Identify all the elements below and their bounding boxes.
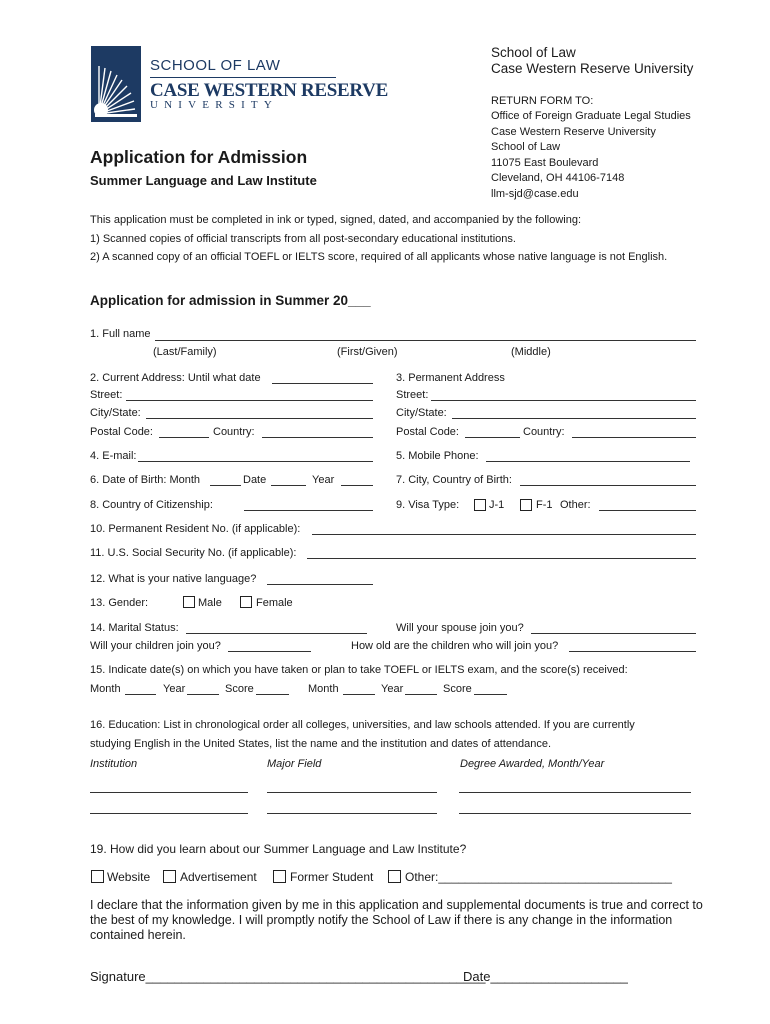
gender-female-checkbox[interactable] bbox=[240, 596, 252, 608]
address-line-2: Case Western Reserve University bbox=[491, 126, 656, 138]
permanent-postal-code-field[interactable] bbox=[465, 437, 520, 438]
permanent-street-field[interactable] bbox=[431, 400, 696, 401]
permanent-city-state-label: City/State: bbox=[396, 407, 447, 419]
ssn-field[interactable] bbox=[307, 558, 696, 559]
mobile-field[interactable] bbox=[486, 461, 690, 462]
toefl-month2-field[interactable] bbox=[343, 694, 375, 695]
dob-date-field[interactable] bbox=[271, 485, 306, 486]
education-major-field-1[interactable] bbox=[267, 792, 437, 793]
visa-f1-label: F-1 bbox=[536, 499, 553, 511]
address-line-4: 11075 East Boulevard bbox=[491, 157, 599, 169]
education-major-field-2[interactable] bbox=[267, 813, 437, 814]
university-logo-emblem bbox=[91, 46, 141, 122]
dob-label: 6. Date of Birth: Month bbox=[90, 474, 201, 486]
toefl-month1-label: Month bbox=[90, 683, 121, 695]
section-title: Application for admission in Summer 20___ bbox=[90, 293, 371, 308]
toefl-year2-label: Year bbox=[381, 683, 404, 695]
permanent-resident-field[interactable] bbox=[312, 534, 696, 535]
street-label: Street: bbox=[90, 389, 123, 401]
education-degree-field-2[interactable] bbox=[459, 813, 691, 814]
permanent-postal-code-label: Postal Code: bbox=[396, 426, 459, 438]
toefl-score1-label: Score bbox=[225, 683, 254, 695]
city-state-field[interactable] bbox=[146, 418, 373, 419]
toefl-score2-label: Score bbox=[443, 683, 472, 695]
learn-other-checkbox[interactable] bbox=[388, 870, 401, 883]
logo-school-of-law: SCHOOL OF LAW bbox=[150, 57, 281, 74]
toefl-month1-field[interactable] bbox=[125, 694, 156, 695]
declaration-text: I declare that the information given by me in this application and supplemental documents is true and correct to the best of my knowledge. I will promptly notify the School of Law if there is any change in the information contained herein. bbox=[90, 898, 703, 942]
current-address-until-field[interactable] bbox=[272, 383, 373, 384]
postal-code-field[interactable] bbox=[159, 437, 209, 438]
country-field[interactable] bbox=[262, 437, 373, 438]
citizenship-field[interactable] bbox=[244, 510, 373, 511]
page-subtitle: Summer Language and Law Institute bbox=[90, 173, 317, 188]
children-join-field[interactable] bbox=[228, 651, 311, 652]
gender-male-checkbox[interactable] bbox=[183, 596, 195, 608]
visa-type-label: 9. Visa Type: bbox=[396, 499, 460, 511]
header-school: School of Law bbox=[491, 45, 576, 60]
intro-line-1: This application must be completed in ink or typed, signed, dated, and accompanied by the following: bbox=[90, 214, 582, 226]
toefl-year2-field[interactable] bbox=[405, 694, 437, 695]
dob-date-label: Date bbox=[243, 474, 267, 486]
full-name-field[interactable] bbox=[155, 340, 696, 341]
education-institution-field-1[interactable] bbox=[90, 792, 248, 793]
gender-label: 13. Gender: bbox=[90, 597, 149, 609]
ssn-label: 11. U.S. Social Security No. (if applicable): bbox=[90, 547, 297, 559]
learn-advertisement-label: Advertisement bbox=[180, 870, 257, 884]
toefl-year1-field[interactable] bbox=[187, 694, 219, 695]
permanent-country-label: Country: bbox=[523, 426, 565, 438]
email-field[interactable] bbox=[138, 461, 373, 462]
birth-city-country-field[interactable] bbox=[520, 485, 696, 486]
intro-line-2: 1) Scanned copies of official transcripts from all post-secondary educational institutions. bbox=[90, 233, 516, 245]
visa-f1-checkbox[interactable] bbox=[520, 499, 532, 511]
institution-header: Institution bbox=[90, 758, 138, 770]
citizenship-label: 8. Country of Citizenship: bbox=[90, 499, 213, 511]
logo-university: UNIVERSITY bbox=[150, 99, 278, 111]
permanent-address-label: 3. Permanent Address bbox=[396, 372, 505, 384]
city-state-label: City/State: bbox=[90, 407, 141, 419]
permanent-country-field[interactable] bbox=[572, 437, 696, 438]
visa-j1-checkbox[interactable] bbox=[474, 499, 486, 511]
last-family-label: (Last/Family) bbox=[153, 346, 217, 358]
first-given-label: (First/Given) bbox=[337, 346, 398, 358]
permanent-street-label: Street: bbox=[396, 389, 429, 401]
sunburst-icon bbox=[91, 46, 141, 122]
dob-month-field[interactable] bbox=[210, 485, 241, 486]
marital-status-label: 14. Marital Status: bbox=[90, 622, 179, 634]
toefl-year1-label: Year bbox=[163, 683, 186, 695]
email-label: 4. E-mail: bbox=[90, 450, 137, 462]
spouse-join-field[interactable] bbox=[531, 633, 696, 634]
intro-line-3: 2) A scanned copy of an official TOEFL or IELTS score, required of all applicants whose native language is not English. bbox=[90, 251, 668, 263]
native-language-label: 12. What is your native language? bbox=[90, 573, 257, 585]
children-age-label: How old are the children who will join you? bbox=[351, 640, 559, 652]
visa-other-label: Other: bbox=[560, 499, 591, 511]
address-line-3: School of Law bbox=[491, 141, 561, 153]
full-name-label: 1. Full name bbox=[90, 328, 151, 340]
dob-year-label: Year bbox=[312, 474, 335, 486]
spouse-join-label: Will your spouse join you? bbox=[396, 622, 524, 634]
toefl-month2-label: Month bbox=[308, 683, 339, 695]
mobile-label: 5. Mobile Phone: bbox=[396, 450, 479, 462]
current-address-label: 2. Current Address: Until what date bbox=[90, 372, 261, 384]
dob-year-field[interactable] bbox=[341, 485, 373, 486]
postal-code-label: Postal Code: bbox=[90, 426, 153, 438]
learn-website-label: Website bbox=[107, 870, 151, 884]
learn-former-student-label: Former Student bbox=[290, 870, 374, 884]
contact-email[interactable]: llm-sjd@case.edu bbox=[491, 188, 579, 200]
signature-field[interactable]: Signature_______________________________________________ bbox=[90, 969, 486, 984]
street-field[interactable] bbox=[126, 400, 373, 401]
learn-other-label[interactable]: Other:___________________________________ bbox=[405, 870, 672, 884]
native-language-field[interactable] bbox=[267, 584, 373, 585]
toefl-score2-field[interactable] bbox=[474, 694, 507, 695]
logo-case-western-reserve: CASE WESTERN RESERVE bbox=[150, 80, 388, 101]
education-line-2: studying English in the United States, list the name and the institution and dates of attendance. bbox=[90, 738, 552, 750]
date-field[interactable]: Date___________________ bbox=[463, 969, 628, 984]
toefl-score1-field[interactable] bbox=[256, 694, 289, 695]
education-line-1: 16. Education: List in chronological order all colleges, universities, and law schools attended. If you are currently bbox=[90, 719, 635, 731]
birth-city-country-label: 7. City, Country of Birth: bbox=[396, 474, 512, 486]
learn-advertisement-checkbox[interactable] bbox=[163, 870, 176, 883]
address-line-1: Office of Foreign Graduate Legal Studies bbox=[491, 110, 691, 122]
children-age-field[interactable] bbox=[569, 651, 696, 652]
permanent-resident-label: 10. Permanent Resident No. (if applicable): bbox=[90, 523, 301, 535]
marital-status-field[interactable] bbox=[186, 633, 367, 634]
degree-header: Degree Awarded, Month/Year bbox=[460, 758, 605, 770]
children-join-label: Will your children join you? bbox=[90, 640, 221, 652]
learn-former-student-checkbox[interactable] bbox=[273, 870, 286, 883]
major-field-header: Major Field bbox=[267, 758, 322, 770]
learn-website-checkbox[interactable] bbox=[91, 870, 104, 883]
education-degree-field-1[interactable] bbox=[459, 792, 691, 793]
education-institution-field-2[interactable] bbox=[90, 813, 248, 814]
toefl-label: 15. Indicate date(s) on which you have taken or plan to take TOEFL or IELTS exam, and the score(s) received: bbox=[90, 664, 628, 676]
gender-male-label: Male bbox=[198, 597, 222, 609]
visa-other-field[interactable] bbox=[599, 510, 696, 511]
permanent-city-state-field[interactable] bbox=[452, 418, 696, 419]
gender-female-label: Female bbox=[256, 597, 293, 609]
header-university: Case Western Reserve University bbox=[491, 61, 694, 76]
page-title: Application for Admission bbox=[90, 147, 308, 167]
country-label: Country: bbox=[213, 426, 255, 438]
address-line-5: Cleveland, OH 44106-7148 bbox=[491, 172, 625, 184]
return-form-label: RETURN FORM TO: bbox=[491, 95, 594, 107]
logo-divider bbox=[150, 77, 336, 78]
learn-question: 19. How did you learn about our Summer Language and Law Institute? bbox=[90, 842, 467, 856]
visa-j1-label: J-1 bbox=[489, 499, 505, 511]
middle-label: (Middle) bbox=[511, 346, 551, 358]
